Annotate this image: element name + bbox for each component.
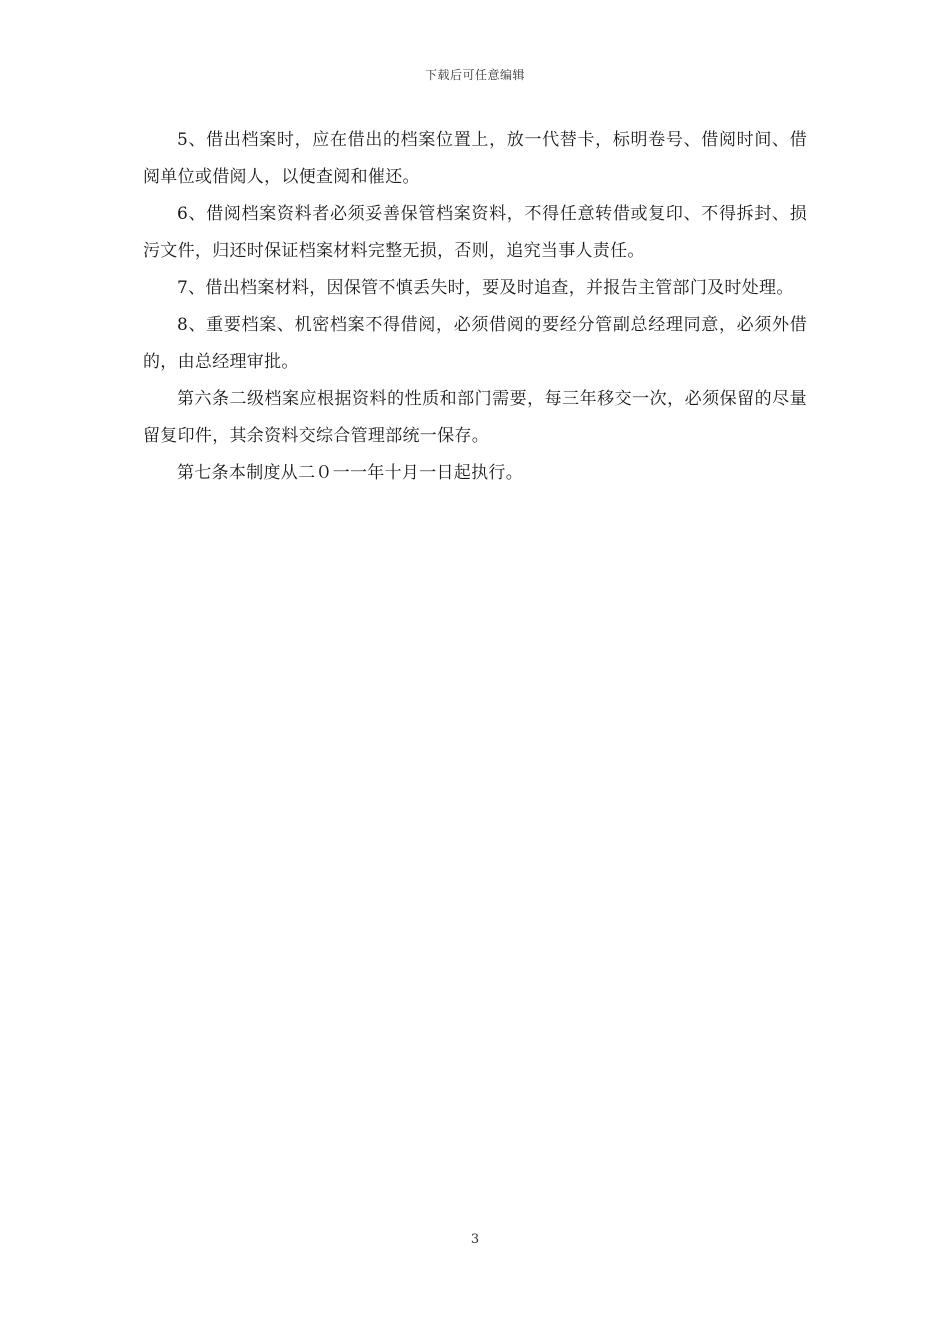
page-header: 下载后可任意编辑 (424, 68, 525, 82)
paragraph-item-7: 7、借出档案材料，因保管不慎丢失时，要及时追查，并报告主管部门及时处理。 (177, 278, 794, 298)
paragraph-item-6: 6、借阅档案资料者必须妥善保管档案资料，不得任意转借或复印、不得拆封、损污文件，归还时保证档案材料完整无损，否则，追究当事人责任。 (143, 204, 807, 261)
paragraph-article-7: 第七条本制度从二０一一年十月一日起执行。 (177, 463, 523, 483)
paragraph-item-5: 5、借出档案时，应在借出的档案位置上，放一代替卡，标明卷号、借阅时间、借阅单位或借阅人，以便查阅和催还。 (143, 130, 807, 187)
page-number: 3 (470, 1232, 480, 1247)
paragraph-article-6: 第六条二级档案应根据资料的性质和部门需要，每三年移交一次，必须保留的尽量留复印件，其余资料交综合管理部统一保存。 (143, 389, 807, 446)
document-body (143, 122, 807, 492)
paragraph-item-8: 8、重要档案、机密档案不得借阅，必须借阅的要经分管副总经理同意，必须外借的，由总经理审批。 (143, 315, 807, 372)
